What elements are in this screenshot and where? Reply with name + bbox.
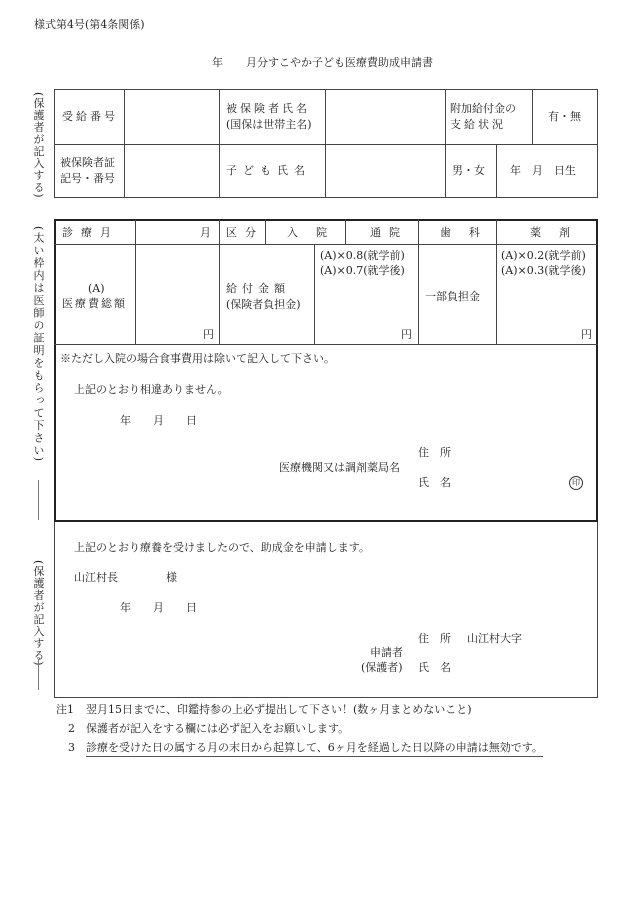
receipt-no-field[interactable] xyxy=(126,92,218,142)
bracket-line xyxy=(38,480,39,520)
divider xyxy=(496,144,497,198)
divider xyxy=(124,89,125,198)
child-name-field[interactable] xyxy=(327,147,443,196)
applicant-address-value[interactable]: 山江村大字 xyxy=(467,632,522,645)
note-3: 診療を受けた日の属する月の末日から起算して、6ヶ月を経過した日以降の申請は無効です。 xyxy=(86,741,543,757)
note-2-prefix: 2 xyxy=(68,722,75,735)
additional-benefit-label-1: 附加給付金の xyxy=(450,102,516,115)
receipt-no-label: 受給番号 xyxy=(62,110,118,123)
note-2: 保護者が記入をする欄には必ず記入をお願いします。 xyxy=(86,722,350,735)
category-inpatient[interactable]: 入院 xyxy=(287,226,345,239)
divider xyxy=(345,219,346,244)
total-medical-cost-field[interactable] xyxy=(137,247,217,341)
total-label-a: (A) xyxy=(88,282,105,295)
total-medical-cost-label: 医療費総額 xyxy=(62,297,127,310)
category-outpatient[interactable]: 通院 xyxy=(370,226,408,239)
bracket-line-2 xyxy=(38,660,39,690)
application-date[interactable]: 年 月 日 xyxy=(120,601,197,614)
partial-burden-label: 一部負担金 xyxy=(425,290,480,303)
note-1: 翌月15日までに、印鑑持参の上必ず提出して下さい！(数ヶ月まとめないこと) xyxy=(86,703,472,716)
note-3-prefix: 3 xyxy=(68,741,75,754)
divider xyxy=(265,219,266,244)
doctor-section-label: (太い枠内は医師の証明をもらって下さい) xyxy=(32,226,45,463)
divider xyxy=(532,89,533,144)
divider xyxy=(219,219,220,344)
divider xyxy=(445,89,446,198)
category-dental[interactable]: 歯科 xyxy=(440,226,498,239)
divider xyxy=(54,144,598,145)
guardian-section-label: (保護者が記入する) xyxy=(32,92,45,199)
application-statement: 上記のとおり療養を受けましたので、助成金を申請します。 xyxy=(74,541,370,554)
benefit-options[interactable]: 有・無 xyxy=(548,110,581,123)
addressee-prefix: 山江村長 xyxy=(74,571,118,584)
divider xyxy=(54,344,598,345)
institution-label: 医療機関又は調剤薬局名 xyxy=(279,461,400,474)
gender-options[interactable]: 男・女 xyxy=(452,164,485,177)
addressee-suffix: 様 xyxy=(166,571,177,584)
meal-note: ※ただし入院の場合食事費用は除いて記入して下さい。 xyxy=(60,352,335,365)
institution-name-label: 氏 名 xyxy=(418,476,451,489)
applicant-address-label: 住 所 xyxy=(418,632,451,645)
birth-date[interactable]: 年 月 日生 xyxy=(510,164,576,177)
certify-text: 上記のとおり相違ありません。 xyxy=(74,383,229,396)
divider xyxy=(418,219,419,344)
applicant-label: 申請者 xyxy=(370,646,403,659)
yen-unit: 円 xyxy=(203,328,214,341)
insured-name-field[interactable] xyxy=(327,92,443,142)
divider xyxy=(314,244,315,344)
category-label: 区分 xyxy=(226,226,264,239)
insured-name-label: 被保険者氏名 xyxy=(226,102,310,115)
page-title: 月分すこやか子ども医療費助成申請書 xyxy=(246,56,433,69)
rate-08: (A)×0.8(就学前) xyxy=(320,249,405,262)
divider xyxy=(325,89,326,198)
child-name-label: 子ども氏名 xyxy=(226,164,311,177)
consult-month-field[interactable] xyxy=(137,222,197,242)
insured-name-note: (国保は世帯主名) xyxy=(226,118,312,131)
rate-03: (A)×0.3(就学後) xyxy=(501,264,586,277)
additional-benefit-label-2: 支給状況 xyxy=(450,118,506,131)
seal-mark: 印 xyxy=(569,476,583,490)
form-number: 様式第4号(第4条関係) xyxy=(34,18,145,31)
insured-card-label-1: 被保険者証 xyxy=(60,156,115,169)
insured-card-field[interactable] xyxy=(126,147,218,196)
rate-02: (A)×0.2(就学前) xyxy=(501,249,586,262)
guardian-label: (保護者) xyxy=(361,661,403,674)
month-unit: 月 xyxy=(200,226,211,239)
divider xyxy=(135,219,136,344)
title-year: 年 xyxy=(212,56,223,69)
insured-card-label-2: 記号・番号 xyxy=(60,172,115,185)
yen-unit: 円 xyxy=(401,328,412,341)
certify-date[interactable]: 年 月 日 xyxy=(120,414,197,427)
note-1-prefix: 注1 xyxy=(56,703,74,716)
institution-address-label: 住 所 xyxy=(418,446,451,459)
guardian-section-label-2: (保護者が記入する) xyxy=(32,560,45,667)
yen-unit: 円 xyxy=(581,328,592,341)
rate-07: (A)×0.7(就学後) xyxy=(320,264,405,277)
benefit-amount-note: (保険者負担金) xyxy=(226,298,301,311)
benefit-amount-label: 給付金額 xyxy=(226,282,290,295)
applicant-name-label: 氏 名 xyxy=(418,661,451,674)
category-pharmacy[interactable]: 薬剤 xyxy=(530,226,588,239)
consult-month-label: 診療月 xyxy=(62,226,119,239)
divider xyxy=(219,89,220,198)
